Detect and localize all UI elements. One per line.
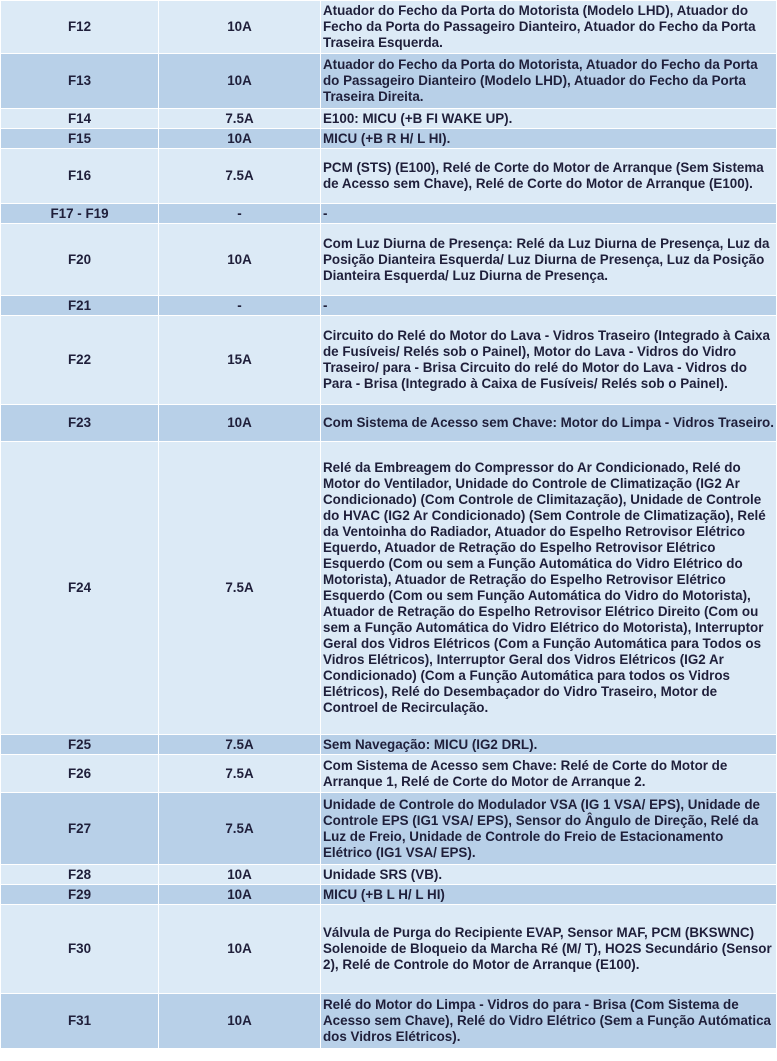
fuse-table-body <box>1 1 777 1049</box>
amperage-cell: 15A <box>159 316 321 405</box>
amperage-cell: 7.5A <box>159 755 321 793</box>
description-cell: Sem Navegação: MICU (IG2 DRL). <box>321 735 777 755</box>
amperage-cell: - <box>159 204 321 224</box>
fuse-id-cell: F13 <box>1 54 159 109</box>
table-row <box>1 316 777 405</box>
table-row <box>1 905 777 994</box>
fuse-id-cell: F21 <box>1 296 159 316</box>
table-row <box>1 149 777 204</box>
fuse-id-cell: F15 <box>1 129 159 149</box>
amperage-cell: 10A <box>159 885 321 905</box>
description-cell: Atuador do Fecho da Porta do Motorista, Atuador do Fecho da Porta do Passageiro Dianteiro (Modelo LHD), Atuador do Fecho da Porta Traseira Direita. <box>321 54 777 109</box>
fuse-id-cell: F29 <box>1 885 159 905</box>
amperage-cell: 10A <box>159 129 321 149</box>
table-row <box>1 735 777 755</box>
table-row <box>1 1 777 54</box>
description-cell: Atuador do Fecho da Porta do Motorista (Modelo LHD), Atuador do Fecho da Porta do Passageiro Dianteiro, Atuador do Fecho da Porta Traseira Esquerda. <box>321 1 777 54</box>
description-cell: Com Sistema de Acesso sem Chave: Motor do Limpa - Vidros Traseiro. <box>321 405 777 442</box>
amperage-cell: 10A <box>159 54 321 109</box>
amperage-cell: 7.5A <box>159 109 321 129</box>
amperage-cell: 10A <box>159 1 321 54</box>
fuse-id-cell: F14 <box>1 109 159 129</box>
fuse-id-cell: F31 <box>1 994 159 1049</box>
fuse-id-cell: F20 <box>1 224 159 296</box>
fuse-id-cell: F17 - F19 <box>1 204 159 224</box>
fuse-id-cell: F12 <box>1 1 159 54</box>
amperage-cell: 7.5A <box>159 149 321 204</box>
fuse-id-cell: F24 <box>1 442 159 735</box>
amperage-cell: 10A <box>159 865 321 885</box>
fuse-id-cell: F30 <box>1 905 159 994</box>
description-cell: Relé da Embreagem do Compressor do Ar Condicionado, Relé do Motor do Ventilador, Unidade do Controle de Climatização (IG2 Ar Condicionado) (Com Controle de Climitazação), Unidade de Controle do HVAC (IG2 Ar Condicionado) (Sem Controle de Climatização), Relé da Ventoinha do Radiador, Atuador do Espelho Retrovisor Elétrico Equerdo, Atuador de Retração do Espelho Retrovisor Elétrico Esquerdo (Com ou sem a Função Automática do Vidro Elétrico do Motorista), Atuador de Retração do Espelho Retrovisor Elétrico Esquerdo (Com ou sem Função Automática do Vidro do Motorista), Atuador de Retração do Espelho Retrovisor Elétrico Direito (Com ou sem a Função Automática do Vidro Elétrico do Motorista), Interruptor Geral dos Vidros Elétricos (Com a Função Automática para Todos os Vidros Elétricos), Interruptor Geral dos Vidros Elétricos (IG2 Ar Condicionado) (Com a Função Automática para todos os Vidros Elétricos), Relé do Desembaçador do Vidro Traseiro, Motor de Controel de Recirculação. <box>321 442 777 735</box>
amperage-cell: 10A <box>159 405 321 442</box>
table-row <box>1 224 777 296</box>
table-row <box>1 442 777 735</box>
fuse-id-cell: F16 <box>1 149 159 204</box>
table-row <box>1 793 777 865</box>
description-cell: - <box>321 296 777 316</box>
amperage-cell: - <box>159 296 321 316</box>
fuse-id-cell: F23 <box>1 405 159 442</box>
table-row <box>1 54 777 109</box>
description-cell: Circuito do Relé do Motor do Lava - Vidros Traseiro (Integrado à Caixa de Fusíveis/ Relés sob o Painel), Motor do Lava - Vidros do Vidro Traseiro/ para - Brisa Circuito do relé do Motor do Lava - Vidros do Para - Brisa (Integrado à Caixa de Fusíveis/ Relés sob o Painel). <box>321 316 777 405</box>
description-cell: Relé do Motor do Limpa - Vidros do para - Brisa (Com Sistema de Acesso sem Chave), Relé do Vidro Elétrico (Sem a Função Autómatica dos Vidros Elétricos). <box>321 994 777 1049</box>
amperage-cell: 7.5A <box>159 442 321 735</box>
description-cell: PCM (STS) (E100), Relé de Corte do Motor de Arranque (Sem Sistema de Acesso sem Chave), Relé de Corte do Motor de Arranque (E100). <box>321 149 777 204</box>
description-cell: Com Sistema de Acesso sem Chave: Relé de Corte do Motor de Arranque 1, Relé de Corte do Motor de Arranque 2. <box>321 755 777 793</box>
fuse-id-cell: F28 <box>1 865 159 885</box>
description-cell: - <box>321 204 777 224</box>
description-cell: Válvula de Purga do Recipiente EVAP, Sensor MAF, PCM (BKSWNC) Solenoide de Bloqueio da Marcha Ré (M/ T), HO2S Secundário (Sensor 2), Relé de Controle do Motor de Arranque (E100). <box>321 905 777 994</box>
table-row <box>1 755 777 793</box>
amperage-cell: 10A <box>159 224 321 296</box>
fuse-id-cell: F26 <box>1 755 159 793</box>
amperage-cell: 10A <box>159 905 321 994</box>
description-cell: Unidade de Controle do Modulador VSA (IG 1 VSA/ EPS), Unidade de Controle EPS (IG1 VSA/ EPS), Sensor do Ângulo de Direção, Relé da Luz de Freio, Unidade de Controle do Freio de Estacionamento Elétrico (IG1 VSA/ EPS). <box>321 793 777 865</box>
table-row <box>1 865 777 885</box>
description-cell: E100: MICU (+B FI WAKE UP). <box>321 109 777 129</box>
table-row <box>1 296 777 316</box>
fuse-id-cell: F22 <box>1 316 159 405</box>
table-row <box>1 994 777 1049</box>
description-cell: Unidade SRS (VB). <box>321 865 777 885</box>
description-cell: MICU (+B R H/ L HI). <box>321 129 777 149</box>
amperage-cell: 10A <box>159 994 321 1049</box>
table-row <box>1 109 777 129</box>
fuse-id-cell: F25 <box>1 735 159 755</box>
amperage-cell: 7.5A <box>159 735 321 755</box>
description-cell: Com Luz Diurna de Presença: Relé da Luz Diurna de Presença, Luz da Posição Dianteira Esquerda/ Luz Diurna de Presença, Luz da Posição Dianteira Esquerda/ Luz Diurna de Presença. <box>321 224 777 296</box>
table-row <box>1 204 777 224</box>
table-row <box>1 405 777 442</box>
amperage-cell: 7.5A <box>159 793 321 865</box>
fuse-id-cell: F27 <box>1 793 159 865</box>
description-cell: MICU (+B L H/ L HI) <box>321 885 777 905</box>
table-row <box>1 129 777 149</box>
table-row <box>1 885 777 905</box>
